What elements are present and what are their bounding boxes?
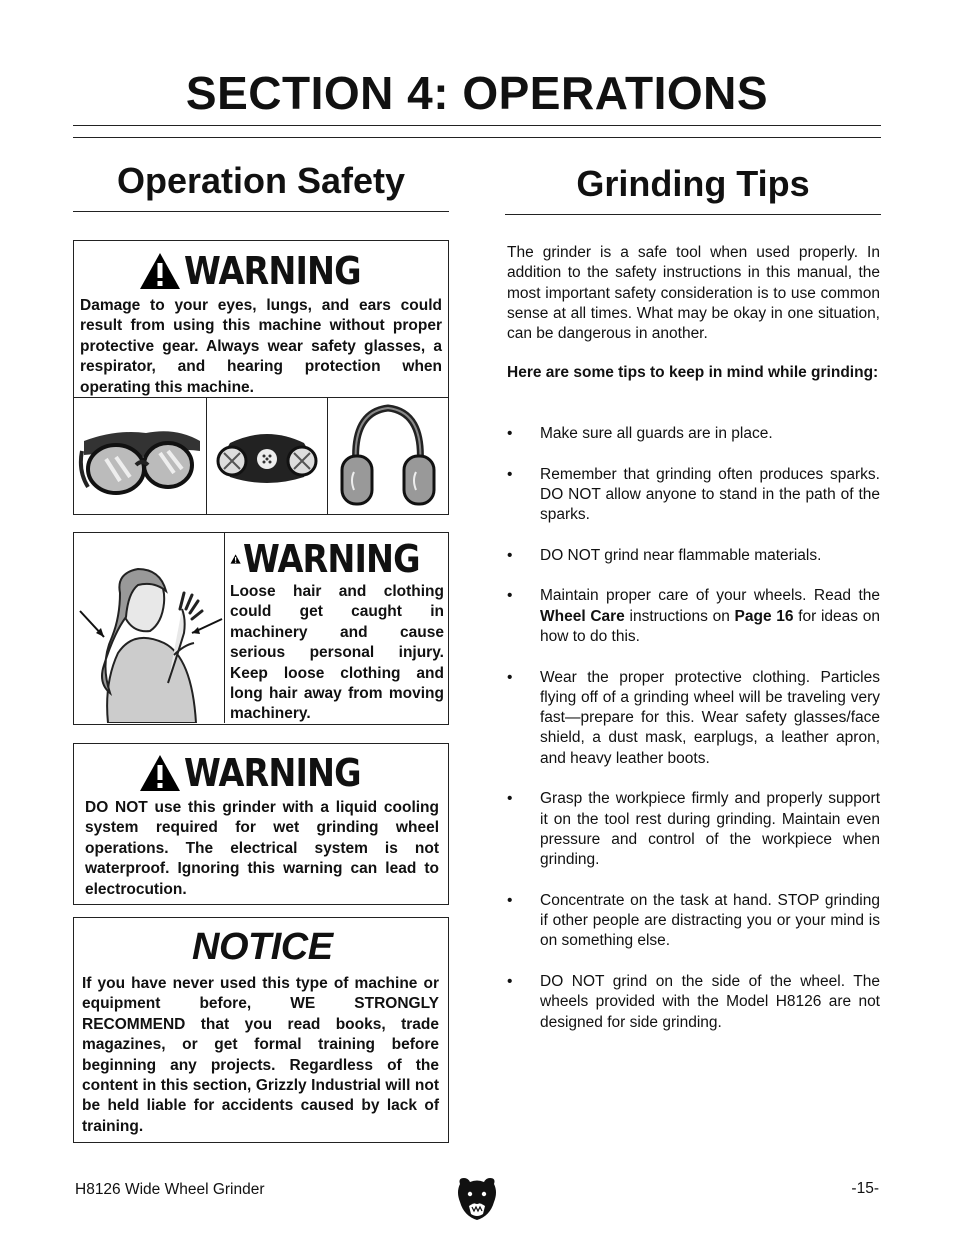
bullet: • [507,668,513,686]
warning-triangle-icon [138,753,182,793]
bullet: • [507,790,513,808]
section-title: SECTION 4: OPERATIONS [185,67,769,119]
warning-text: Loose hair and clothing could get caught in machinery and cause serious personal injury. Keep loose clothing and long hair away from moving machinery. [230,583,444,723]
grinding-intro-paragraph: The grinder is a safe tool when used properly. In addition to the safety instructions in this manual, the most important safety consideration is to use common sense at all times. What may be okay in one situation, can be dangerous in another. [507,244,880,343]
bullet: • [507,891,513,909]
bullet: • [507,973,513,991]
warning-box-liquid-cooling [73,743,449,905]
warning-label: WARNING [183,249,361,293]
list-item: • Wear the proper protective clothing. Particles flying off of a grinding wheel will be traveling very fast—prepare for this. Wear safety glasses/face shield, a dust mask, earplugs, a leather apron, and heavy leather boots. [507,668,880,767]
list-item: • Grasp the workpiece firmly and properly support it on the tool rest during grinding. Maintain even pressure and control of the workpiece when grinding. [507,790,880,869]
list-item: • Concentrate on the task at hand. STOP grinding if other people are distracting you or your mind is on something else. [507,891,880,950]
warning-triangle-icon [230,539,241,579]
warning-box-hair [73,532,449,725]
safety-glasses-cell [74,398,206,514]
warning-text: Damage to your eyes, lungs, and ears could result from using this machine without proper protective gear. Always wear safety glasses, a respirator, and hearing protection when operating this machine. [80,297,442,396]
notice-text: If you have never used this type of machine or equipment before, WE STRONGLY RECOMMEND that you read books, trade magazines, or get formal training before beginning any projects. Regardless of the content in this section, Grizzly Industrial will not be held liable for accidents caused by lack of training. [82,975,439,1135]
footer-model-name: H8126 Wide Wheel Grinder [75,1181,265,1198]
list-item: • Maintain proper care of your wheels. Read the Wheel Care instructions on Page 16 for ideas on how to do this. [507,587,880,645]
grinding-tips-list [507,424,880,1053]
list-item: • DO NOT grind near flammable materials. [507,546,880,566]
warning-label: WARNING [183,751,361,795]
title-rule-lower [73,137,881,138]
title-rule-upper [73,125,881,126]
warning-header [230,536,444,582]
notice-label: NOTICE [192,926,333,968]
notice-box [73,917,449,1143]
long-hair-person-icon [74,533,225,723]
ear-protection-cell [327,398,448,514]
right-heading-rule [505,214,881,215]
list-item: • DO NOT grind on the side of the wheel. The wheels provided with the Model H8126 are not designed for side grinding. [507,973,880,1031]
page-reference: Page 16 [734,607,794,625]
list-item: • Remember that grinding often produces sparks. DO NOT allow anyone to stand in the path of the sparks. [507,465,880,524]
warning-header [74,246,448,296]
warning-box-ppe [73,240,449,515]
warning-label: WARNING [243,537,420,581]
page-number: -15- [851,1180,879,1197]
bullet: • [507,465,513,483]
respirator-cell [206,398,327,514]
hearing-protection-icon [338,402,438,510]
long-hair-illustration [74,533,225,723]
bullet: • [507,546,513,564]
warning-triangle-icon [138,251,182,291]
bullet: • [507,425,513,442]
left-heading-rule [73,211,449,212]
operation-safety-heading: Operation Safety [116,160,406,201]
warning-header [74,748,448,798]
wheel-care-reference: Wheel Care [540,607,625,625]
ppe-illustrations [74,397,448,514]
tips-lead-in: Here are some tips to keep in mind while grinding: [507,364,879,381]
grizzly-bear-logo-icon [456,1176,498,1222]
grinding-tips-heading: Grinding Tips [576,163,810,204]
list-item: • Make sure all guards are in place. [507,424,880,444]
safety-glasses-icon [76,411,204,501]
respirator-icon [212,421,322,491]
warning-text: DO NOT use this grinder with a liquid cooling system required for wet grinding wheel operations. The electrical system is not waterproof. Ignoring this warning can lead to electrocution. [85,799,439,898]
bullet: • [507,587,513,605]
